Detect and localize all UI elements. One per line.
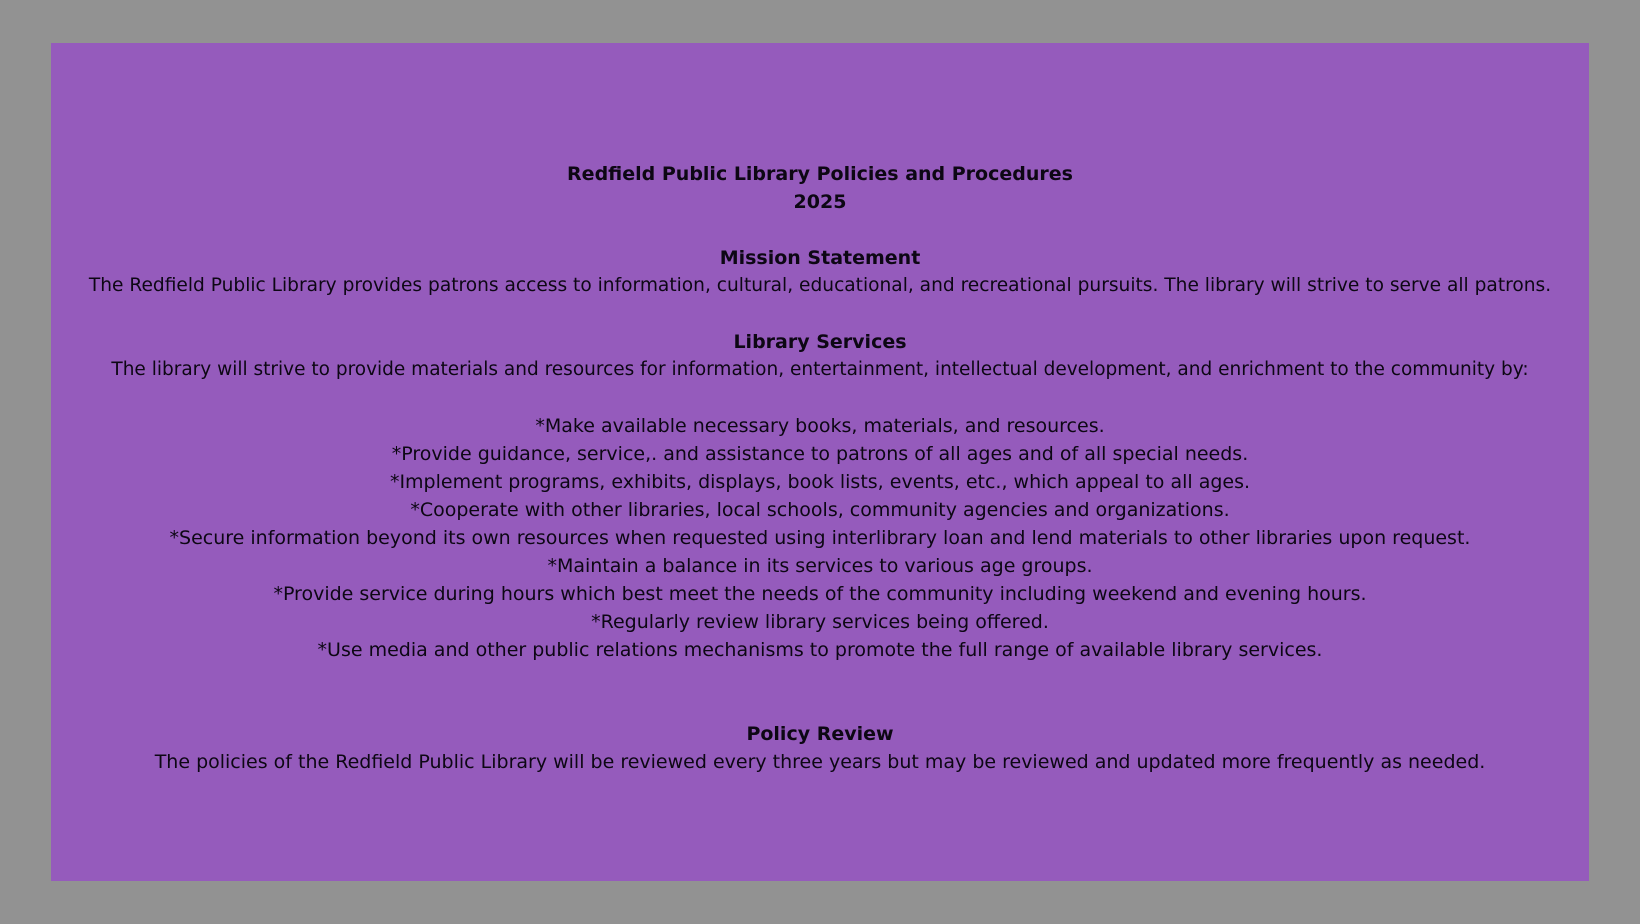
- service-item: *Secure information beyond its own resources when requested using interlibrary loan and lend materials to other libraries upon request.: [169, 527, 1471, 549]
- service-item: *Cooperate with other libraries, local schools, community agencies and organizations.: [410, 499, 1230, 521]
- services-intro: The library will strive to provide materials and resources for information, entertainment, intellectual development, and enrichment to the community by:: [111, 359, 1529, 380]
- policy-review-heading: Policy Review: [746, 723, 894, 745]
- document-title: Redfield Public Library Policies and Procedures: [567, 163, 1073, 185]
- services-heading: Library Services: [733, 331, 907, 353]
- document-year: 2025: [793, 191, 847, 213]
- service-item: *Use media and other public relations mechanisms to promote the full range of available library services.: [317, 639, 1323, 661]
- service-item: *Provide service during hours which best meet the needs of the community including weekend and evening hours.: [273, 583, 1367, 605]
- service-item: *Implement programs, exhibits, displays, book lists, events, etc., which appeal to all ages.: [389, 471, 1251, 493]
- document-page: [51, 43, 1589, 881]
- mission-text: The Redfield Public Library provides patrons access to information, cultural, educational, and recreational pursuits. The library will strive to serve all patrons.: [88, 275, 1552, 296]
- mission-heading: Mission Statement: [719, 247, 921, 269]
- service-item: *Regularly review library services being offered.: [591, 611, 1049, 633]
- service-item: *Maintain a balance in its services to various age groups.: [547, 555, 1093, 577]
- service-item: *Make available necessary books, materials, and resources.: [535, 415, 1105, 437]
- policy-review-text: The policies of the Redfield Public Library will be reviewed every three years but may be reviewed and updated more frequently as needed.: [154, 751, 1486, 773]
- service-item: *Provide guidance, service,. and assistance to patrons of all ages and of all special needs.: [391, 443, 1249, 465]
